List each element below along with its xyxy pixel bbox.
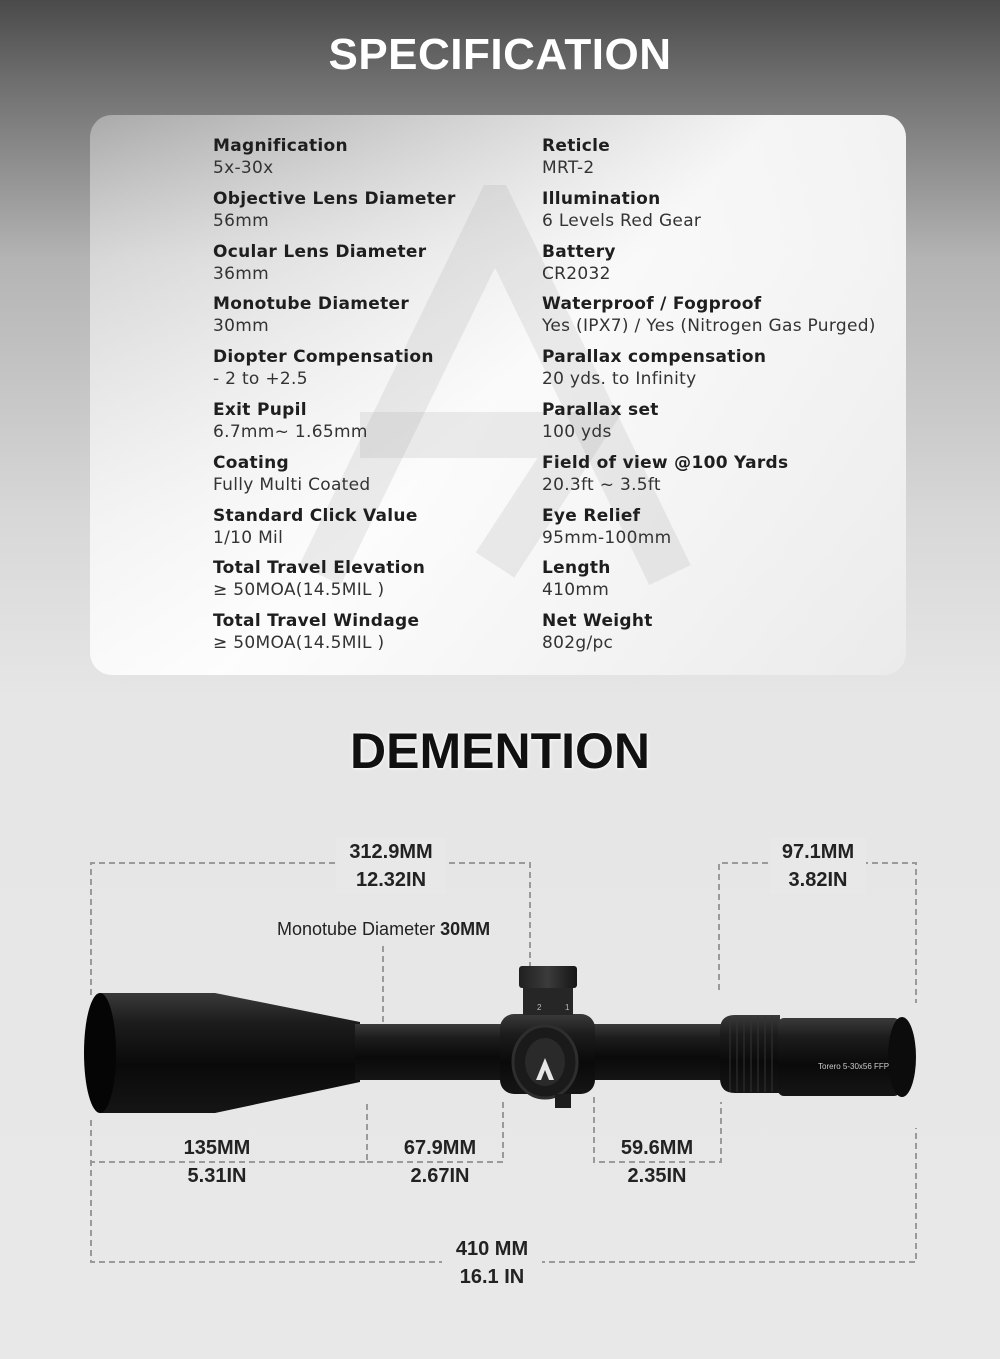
spec-value: 6.7mm~ 1.65mm (213, 421, 368, 442)
dim-tube-front (393, 1134, 487, 1190)
dim-in: 3.82IN (788, 869, 848, 891)
spec-value: CR2032 (542, 263, 611, 284)
spec-label: Monotube Diameter (213, 294, 410, 315)
dim-in: 2.35IN (627, 1165, 687, 1187)
spec-label: Total Travel Elevation (213, 558, 426, 579)
spec-label: Standard Click Value (213, 505, 418, 526)
spec-value: Fully Multi Coated (213, 474, 371, 495)
dim-mm: 410 MM (455, 1238, 529, 1260)
spec-label: Field of view @100 Yards (542, 452, 789, 473)
dim-overall (442, 1235, 542, 1291)
spec-label: Waterproof / Fogproof (542, 294, 762, 315)
spec-label: Parallax compensation (542, 347, 767, 368)
spec-label: Diopter Compensation (213, 347, 434, 368)
spec-value: MRT-2 (542, 158, 595, 178)
spec-label: Exit Pupil (213, 399, 307, 420)
spec-value: 36mm (213, 263, 269, 284)
rifle-scope-icon (84, 966, 916, 1113)
spec-value: 20 yds. to Infinity (542, 369, 697, 390)
spec-label: Ocular Lens Diameter (213, 241, 427, 262)
dim-in: 12.32IN (355, 869, 427, 891)
spec-value: Yes (IPX7) / Yes (Nitrogen Gas Purged) (542, 316, 876, 337)
spec-value: 56mm (213, 210, 269, 231)
dim-monotube-label: Monotube Diameter (277, 919, 436, 939)
spec-label: Coating (213, 452, 289, 473)
spec-label: Total Travel Windage (213, 611, 420, 632)
dim-monotube (277, 919, 490, 940)
dim-eyepiece (770, 838, 866, 894)
spec-label: Illumination (542, 188, 661, 209)
spec-label: Net Weight (542, 611, 653, 632)
spec-label: Eye Relief (542, 505, 641, 526)
turret-number: 1 (565, 1003, 570, 1012)
spec-value: ≥ 50MOA(14.5MIL ) (213, 633, 385, 654)
spec-label: Parallax set (542, 399, 659, 420)
spec-value: ≥ 50MOA(14.5MIL ) (213, 580, 385, 601)
dim-front-to-turret (336, 838, 446, 894)
spec-value: 1/10 Mil (213, 527, 284, 548)
turret-number: 2 (537, 1003, 542, 1012)
dim-mm: 67.9MM (403, 1137, 477, 1159)
specification-title: SPECIFICATION (328, 30, 672, 79)
dim-mm: 135MM (183, 1137, 251, 1159)
dimension-title: DEMENTION (350, 723, 650, 779)
spec-value: 5x-30x (213, 158, 274, 178)
spec-value: 802g/pc (542, 633, 614, 654)
spec-value: 95mm-100mm (542, 527, 672, 548)
scope-marking: Torero 5-30x56 FFP (818, 1062, 890, 1071)
spec-label: Length (542, 558, 611, 579)
spec-label: Objective Lens Diameter (213, 188, 456, 209)
spec-value: 100 yds (542, 421, 612, 442)
dim-monotube-value: 30MM (440, 919, 491, 939)
dim-tube-rear (610, 1134, 704, 1190)
dim-in: 5.31IN (187, 1165, 247, 1187)
spec-value: - 2 to +2.5 (213, 369, 308, 390)
spec-value: 410mm (542, 580, 610, 601)
dim-mm: 97.1MM (781, 841, 855, 863)
spec-value: 30mm (213, 316, 269, 337)
dim-in: 16.1 IN (459, 1266, 525, 1288)
dim-mm: 59.6MM (620, 1137, 694, 1159)
spec-value: 20.3ft ~ 3.5ft (542, 474, 661, 495)
spec-value: 6 Levels Red Gear (542, 210, 702, 231)
spec-label: Battery (542, 241, 616, 262)
dim-mm: 312.9MM (349, 841, 433, 863)
dim-in: 2.67IN (410, 1165, 470, 1187)
spec-label: Magnification (213, 136, 348, 156)
spec-label: Reticle (542, 136, 611, 156)
dim-objective-bell (172, 1134, 262, 1190)
